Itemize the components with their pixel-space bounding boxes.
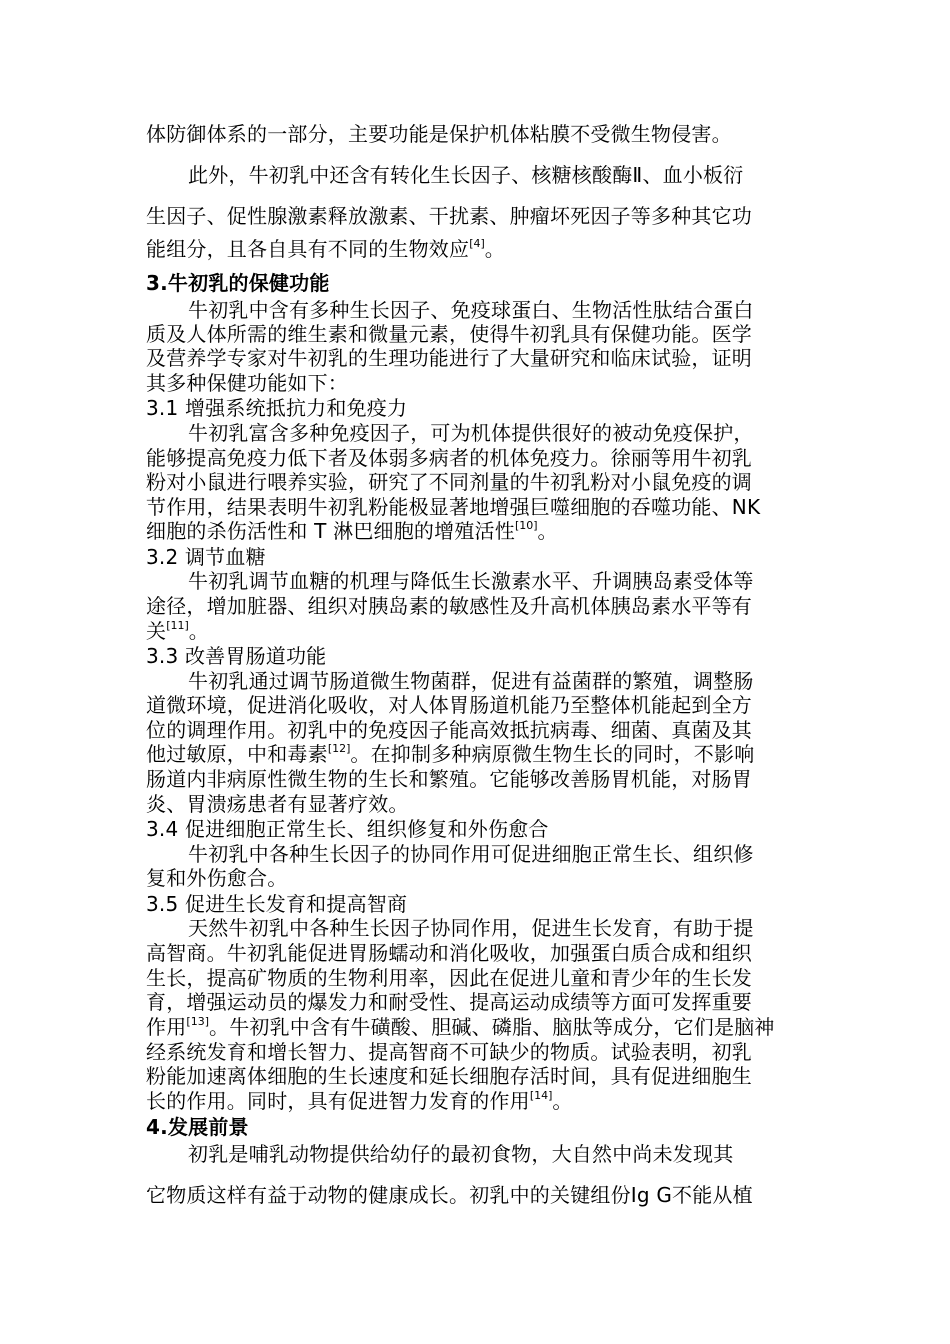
text-line: 生长，提高矿物质的生物利用率，因此在促进儿童和青少年的生长发 bbox=[146, 966, 752, 990]
text-line: 生因子、促性腺激素释放激素、干扰素、肿瘤坏死因子等多种其它功 bbox=[146, 204, 752, 228]
text-line: 质及人体所需的维生素和微量元素，使得牛初乳具有保健功能。医学 bbox=[146, 322, 752, 346]
text-line: 关[11]。 bbox=[146, 619, 209, 643]
text-line: 及营养学专家对牛初乳的生理功能进行了大量研究和临床试验，证明 bbox=[146, 346, 752, 370]
text-line: 作用[13]。牛初乳中含有牛磺酸、胆碱、磷脂、脑肽等成分，它们是脑神 bbox=[146, 1015, 775, 1039]
text-line: 经系统发育和增长智力、提高智商不可缺少的物质。试验表明，初乳 bbox=[146, 1040, 752, 1064]
text-line: 途径，增加脏器、组织对胰岛素的敏感性及升高机体胰岛素水平等有 bbox=[146, 594, 752, 618]
text-line: 炎、胃溃疡患者有显著疗效。 bbox=[146, 792, 409, 816]
text-line: 牛初乳通过调节肠道微生物菌群，促进有益菌群的繁殖，调整肠 bbox=[188, 669, 754, 693]
subsection-heading: 3.2 调节血糖 bbox=[146, 545, 266, 569]
text-line: 它物质这样有益于动物的健康成长。初乳中的关键组份Ig G不能从植 bbox=[146, 1183, 753, 1207]
text-line: 粉对小鼠进行喂养实验，研究了不同剂量的牛初乳粉对小鼠免疫的调 bbox=[146, 470, 752, 494]
citation-ref: [10] bbox=[514, 519, 538, 532]
text-line: 牛初乳中各种生长因子的协同作用可促进细胞正常生长、组织修 bbox=[188, 842, 754, 866]
text-line: 天然牛初乳中各种生长因子协同作用，促进生长发育，有助于提 bbox=[188, 916, 754, 940]
citation-ref: [4] bbox=[469, 237, 485, 250]
subsection-heading: 3.4 促进细胞正常生长、组织修复和外伤愈合 bbox=[146, 817, 549, 841]
subsection-heading: 3.5 促进生长发育和提高智商 bbox=[146, 892, 408, 916]
text-line: 其多种保健功能如下： bbox=[146, 371, 348, 395]
text-line: 初乳是哺乳动物提供给幼仔的最初食物，大自然中尚未发现其 bbox=[188, 1142, 734, 1166]
text-line: 位的调理作用。初乳中的免疫因子能高效抵抗病毒、细菌、真菌及其 bbox=[146, 718, 752, 742]
section-heading: 3.牛初乳的保健功能 bbox=[146, 271, 330, 295]
text-line: 能够提高免疫力低下者及体弱多病者的机体免疫力。徐丽等用牛初乳 bbox=[146, 446, 752, 470]
text-line: 高智商。牛初乳能促进胃肠蠕动和消化吸收，加强蛋白质合成和组织 bbox=[146, 941, 752, 965]
subsection-heading: 3.3 改善胃肠道功能 bbox=[146, 644, 327, 668]
text-line: 长的作用。同时，具有促进智力发育的作用[14]。 bbox=[146, 1089, 573, 1113]
text-line: 育，增强运动员的爆发力和耐受性、提高运动成绩等方面可发挥重要 bbox=[146, 990, 752, 1014]
text-line: 肠道内非病原性微生物的生长和繁殖。它能够改善肠胃机能，对肠胃 bbox=[146, 767, 752, 791]
text-line: 粉能加速离体细胞的生长速度和延长细胞存活时间，具有促进细胞生 bbox=[146, 1064, 752, 1088]
citation-ref: [11] bbox=[166, 619, 189, 632]
text-line: 他过敏原，中和毒素[12]。在抑制多种病原微生物生长的同时，不影响 bbox=[146, 742, 755, 766]
text-line: 细胞的杀伤活性和 T 淋巴细胞的增殖活性[10]。 bbox=[146, 519, 558, 543]
text-line: 牛初乳中含有多种生长因子、免疫球蛋白、生物活性肽结合蛋白 bbox=[188, 298, 754, 322]
citation-ref: [12] bbox=[327, 742, 351, 755]
citation-ref: [14] bbox=[529, 1089, 553, 1102]
section-heading: 4.发展前景 bbox=[146, 1115, 249, 1139]
text-line: 道微环境，促进消化吸收，对人体胃肠道机能乃至整体机能起到全方 bbox=[146, 693, 752, 717]
text-line: 节作用，结果表明牛初乳粉能极显著地增强巨噬细胞的吞噬功能、NK bbox=[146, 495, 761, 519]
citation-ref: [13] bbox=[186, 1015, 209, 1028]
text-line: 能组分，且各自具有不同的生物效应[4]。 bbox=[146, 237, 505, 261]
text-line: 牛初乳调节血糖的机理与降低生长激素水平、升调胰岛素受体等 bbox=[188, 569, 754, 593]
text-line: 复和外伤愈合。 bbox=[146, 866, 288, 890]
text-line: 牛初乳富含多种免疫因子，可为机体提供很好的被动免疫保护， bbox=[188, 421, 754, 445]
text-line: 体防御体系的一部分，主要功能是保护机体粘膜不受微生物侵害。 bbox=[146, 122, 732, 146]
subsection-heading: 3.1 增强系统抵抗力和免疫力 bbox=[146, 396, 408, 420]
text-line: 此外，牛初乳中还含有转化生长因子、核糖核酸酶Ⅱ、血小板衍 bbox=[188, 163, 744, 187]
